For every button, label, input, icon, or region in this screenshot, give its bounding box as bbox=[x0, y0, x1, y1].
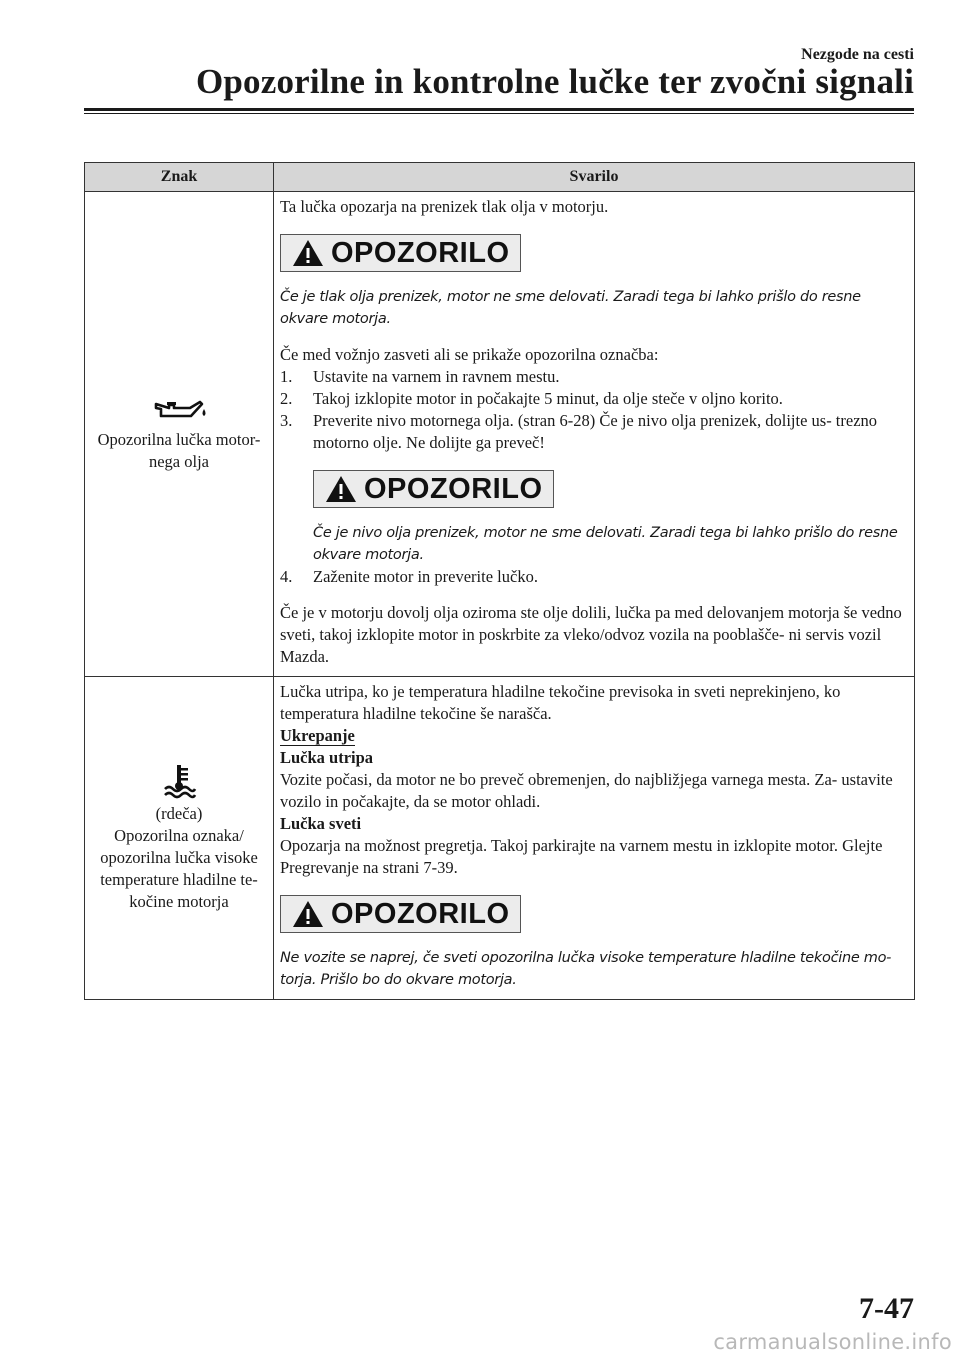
warning-triangle-icon bbox=[291, 238, 325, 268]
warning-text: Ne vozite se naprej, če sveti opozorilna lučka visoke temperature hladilne tekočine mo- torja. Prišlo bo do okvare motorja. bbox=[280, 950, 892, 988]
nested-warning bbox=[280, 454, 908, 566]
step-number: 4. bbox=[280, 567, 293, 586]
warning-lights-table bbox=[84, 162, 915, 1000]
warning-text: Če je nivo olja prenizek, motor ne sme delovati. Zaradi tega bi lahko prišlo do resne okvare motorja. bbox=[313, 525, 898, 563]
sign-label-line: Opozorilna oznaka/ bbox=[114, 826, 244, 845]
steps-list-continued bbox=[280, 566, 908, 588]
step-number: 1. bbox=[280, 367, 293, 386]
warning-badge bbox=[280, 234, 521, 272]
section-title: Nezgode na cesti bbox=[801, 46, 914, 63]
column-header-sign: Znak bbox=[85, 163, 274, 192]
warning-label: OPOZORILO bbox=[364, 473, 543, 505]
steps-list bbox=[280, 366, 908, 454]
warning-label: OPOZORILO bbox=[331, 237, 510, 269]
list-item bbox=[280, 566, 908, 588]
header-rule-thin bbox=[84, 113, 914, 114]
list-item bbox=[280, 388, 908, 410]
warning-text: Če je tlak olja prenizek, motor ne sme delovati. Zaradi tega bi lahko prišlo do resne okvare motorja. bbox=[280, 289, 861, 327]
sign-label-line: nega olja bbox=[148, 452, 209, 471]
description-cell-coolant bbox=[274, 677, 915, 1000]
steps-intro: Če med vožnjo zasveti ali se prikaže opozorilna označba: bbox=[280, 345, 659, 364]
sign-label-line: temperature hladilne te- bbox=[100, 870, 258, 889]
warning-triangle-icon bbox=[291, 899, 325, 929]
table-header-row bbox=[85, 163, 915, 192]
oil-can-icon bbox=[150, 395, 208, 425]
intro-text: Ta lučka opozarja na prenizek tlak olja v motorju. bbox=[280, 197, 609, 216]
sign-label-line: opozorilna lučka visoke bbox=[100, 848, 258, 867]
column-header-warning: Svarilo bbox=[274, 163, 915, 192]
coolant-temperature-icon bbox=[161, 763, 197, 799]
list-item bbox=[280, 366, 908, 388]
table-row-coolant-temperature bbox=[85, 677, 915, 1000]
warning-badge bbox=[313, 470, 554, 508]
warning-badge bbox=[280, 895, 521, 933]
page-number: 7-47 bbox=[859, 1292, 914, 1325]
intro-text: Lučka utripa, ko je temperatura hladilne tekočine previsoka in sveti neprekinjeno, ko temperatura hladilne tekočine še narašča. bbox=[280, 682, 841, 723]
step-text: Zaženite motor in preverite lučko. bbox=[313, 567, 538, 586]
blink-text: Vozite počasi, da motor ne bo preveč obremenjen, do najbližjega varnega mesta. Za- ustavite vozilo in počakajte, da se motor ohladi. bbox=[280, 770, 893, 811]
step-text: Preverite nivo motornega olja. (stran 6-28) Če je nivo olja prenizek, dolijte us- trezno motorno olje. Ne dolijte ga preveč! bbox=[313, 411, 878, 452]
sign-cell-engine-oil bbox=[85, 192, 274, 677]
action-heading: Ukrepanje bbox=[280, 726, 355, 745]
description-cell-engine-oil bbox=[274, 192, 915, 677]
closing-text: Če je v motorju dovolj olja oziroma ste olje dolili, lučka pa med delovanjem motorja še vedno sveti, takoj izklopite motor in poskrbite za vleko/odvoz vozila na pooblašče- ni servis vozil Mazda. bbox=[280, 603, 902, 666]
on-heading: Lučka sveti bbox=[280, 814, 362, 833]
table-row-engine-oil bbox=[85, 192, 915, 677]
sign-label-line: kočine motorja bbox=[129, 892, 229, 911]
step-text: Ustavite na varnem in ravnem mestu. bbox=[313, 367, 560, 386]
step-number: 2. bbox=[280, 389, 293, 408]
sign-color-label: (rdeča) bbox=[155, 804, 203, 823]
list-item bbox=[280, 410, 908, 454]
warning-triangle-icon bbox=[324, 474, 358, 504]
header-rule bbox=[84, 108, 914, 111]
watermark: carmanualsonline.info bbox=[713, 1330, 952, 1354]
sign-label-line: Opozorilna lučka motor- bbox=[97, 430, 261, 449]
on-text: Opozarja na možnost pregretja. Takoj parkirajte na varnem mestu in izklopite motor. Glejte Pregrevanje na strani 7-39. bbox=[280, 836, 883, 877]
page-title: Opozorilne in kontrolne lučke ter zvočni signali bbox=[195, 62, 914, 101]
sign-cell-coolant bbox=[85, 677, 274, 1000]
blink-heading: Lučka utripa bbox=[280, 748, 374, 767]
warning-label: OPOZORILO bbox=[331, 898, 510, 930]
step-number: 3. bbox=[280, 411, 293, 430]
step-text: Takoj izklopite motor in počakajte 5 minut, da olje steče v oljno korito. bbox=[313, 389, 783, 408]
